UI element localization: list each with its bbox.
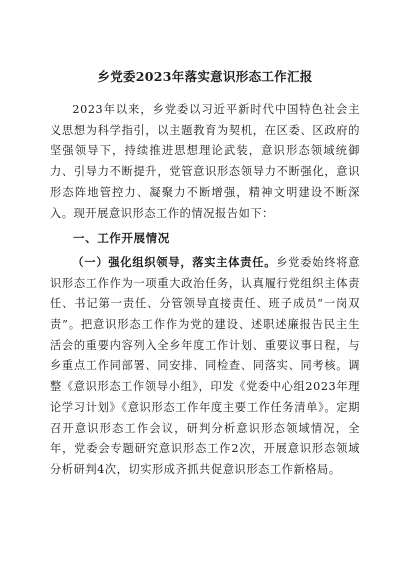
subsection-lead: （一）强化组织领导，落实主体责任。 [72, 254, 277, 269]
subsection-body: 乡党委始终将意识形态工作作为一项重大政治任务，认真履行党组织主体责任、书记第一责任、分管领导直接责任、班子成员“一岗双责”。把意识形态工作作为党的建设、述职述廉报告民主生活会的重要内容列入全乡年度工作计划、重要议事日程，与乡重点工作同部署、同安排、同检查、同落实、同考核。调整《意识形态工作领导小组》，印发《党委中心组2023年理论学习计划》《意识形态工作年度主要工作任务清单》。定期召开意识形态工作会议，研判分析意识形态领域情况，全年，党委会专题研究意识形态工作2次，开展意识形态领域分析研判4次，切实形成齐抓共促意识形态工作新格局。 [50, 255, 361, 476]
document-title: 乡党委2023年落实意识形态工作汇报 [97, 69, 313, 84]
subsection-paragraph [50, 252, 360, 481]
intro-paragraph: 2023年以来，乡党委以习近平新时代中国特色社会主义思想为科学指引，以主题教育为契机，在区委、区政府的坚强领导下，持续推进思想理论武装，意识形态领域统御力、引导力不断提升，党管意识形态领导力不断强化，意识形态阵地管控力、凝聚力不断增强，精神文明建设不断深入。现开展意识形态工作的情况报告如下： [50, 103, 360, 220]
section-heading: 一、工作开展情况 [73, 231, 170, 246]
